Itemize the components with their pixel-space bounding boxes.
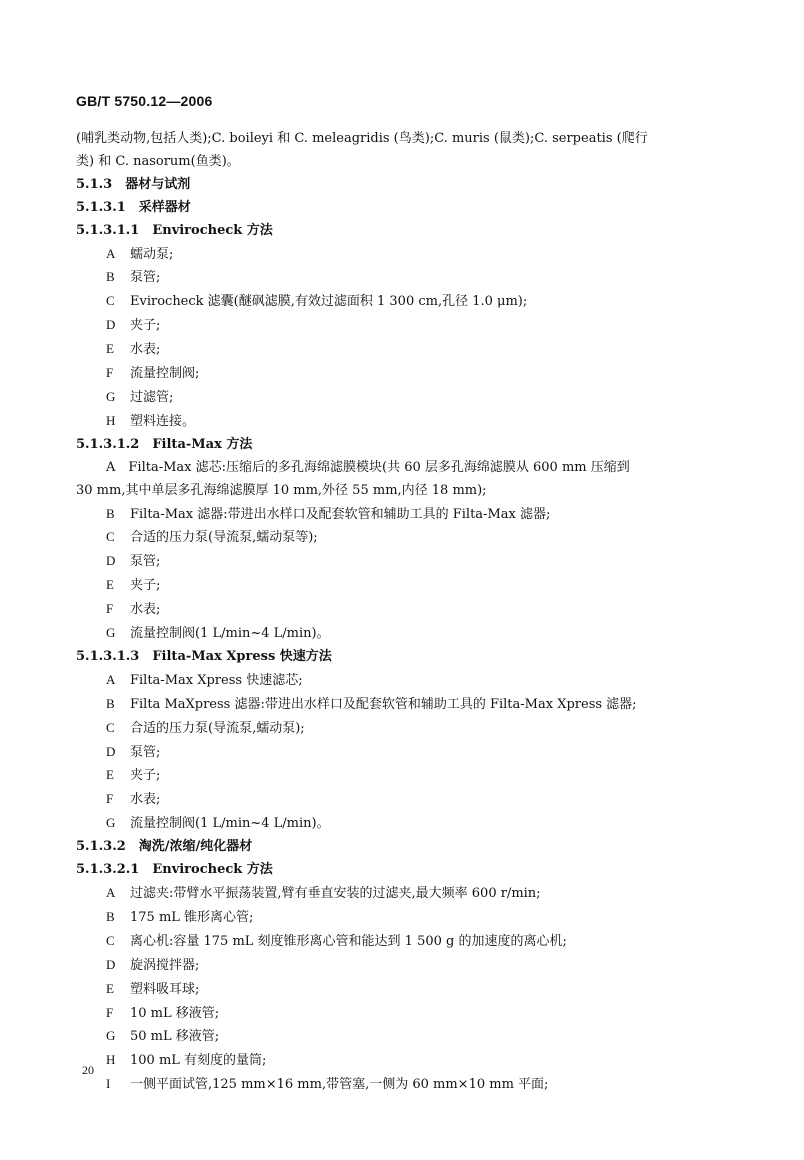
section-heading: 5.1.3.1.2 Filta-Max 方法 [76,436,253,452]
item-letter: C [106,529,115,545]
item-text: 流量控制阀; [130,366,200,382]
list-item [76,1049,726,1073]
list-item [76,669,726,693]
list-item [76,906,726,930]
list-item [76,764,726,788]
section-heading: 5.1.3.1.3 Filta-Max Xpress 快速方法 [76,648,332,664]
section-heading: 5.1.3.1 采样器材 [76,199,191,215]
item-text: 塑料吸耳球; [130,981,200,997]
section-heading: 5.1.3.2.1 Envirocheck 方法 [76,862,273,878]
list-item [76,693,726,717]
item-text: Evirocheck 滤囊(醚砜滤膜,有效过滤面积 1 300 cm,孔径 1.0 μm); [130,294,528,310]
section-heading: 5.1.3 器材与试剂 [76,176,191,192]
item-letter: E [106,980,114,996]
list-item [76,386,726,410]
item-letter: F [106,601,114,617]
item-text: 蠕动泵; [130,246,174,262]
list-item-continuation: 30 mm,其中单层多孔海绵滤膜厚 10 mm,外径 55 mm,内径 18 mm); [76,482,487,498]
item-letter: G [106,625,116,641]
item-text: 水表; [130,602,161,618]
item-text: 夹子; [130,318,161,334]
item-letter: B [106,695,115,711]
item-text: 离心机:容量 175 mL 刻度锥形离心管和能达到 1 500 g 的加速度的离心机; [130,933,567,949]
intro-line-2: 类) 和 C. nasorum(鱼类)。 [76,153,240,169]
list-item [76,574,726,598]
item-text: 175 mL 锥形离心管; [130,909,254,925]
item-text: 水表; [130,342,161,358]
item-text: 旋涡搅拌器; [130,957,200,973]
page-number: 20 [82,1063,94,1077]
item-letter: H [106,1052,116,1068]
item-letter: E [106,577,114,593]
list-item [76,1025,726,1049]
list-item [76,598,726,622]
item-text: 泵管; [130,270,161,286]
list-item [76,622,726,646]
list-item [76,338,726,362]
item-text: 夹子; [130,768,161,784]
item-letter: A [106,885,116,900]
item-text: 水表; [130,792,161,808]
list-item [76,550,726,574]
item-list [76,243,726,434]
item-letter: D [106,317,116,333]
list-item [76,717,726,741]
section-heading: 5.1.3.2 淘洗/浓缩/纯化器材 [76,839,253,855]
item-letter: G [106,388,116,404]
item-text: Filta MaXpress 滤器:带进出水样口及配套软管和辅助工具的 Filta-Max Xpress 滤器; [130,696,637,712]
item-list [76,882,726,1097]
item-text: 流量控制阀(1 L/min~4 L/min)。 [130,816,330,832]
item-letter: I [106,1076,111,1092]
item-letter: D [106,553,116,569]
item-letter: G [106,1028,116,1044]
list-item [76,741,726,765]
item-letter: E [106,341,114,357]
item-letter: C [106,932,115,948]
item-letter: C [106,293,115,309]
list-item [76,812,726,836]
item-text: 合适的压力泵(导流泵,蠕动泵等); [130,530,318,546]
list-item [76,978,726,1002]
list-item [76,882,726,906]
item-text: 100 mL 有刻度的量筒; [130,1053,267,1069]
list-item: A Filta-Max 滤芯:压缩后的多孔海绵滤膜模块(共 60 层多孔海绵滤膜从 600 mm 压缩到 [106,459,630,475]
item-letter: H [106,412,116,428]
item-letter: D [106,956,116,972]
item-text: 合适的压力泵(导流泵,蠕动泵); [130,720,305,736]
item-letter: B [106,505,115,521]
item-text: Filta-Max 滤器:带进出水样口及配套软管和辅助工具的 Filta-Max 滤器; [130,506,551,522]
document-body [76,128,726,1097]
item-text: 过滤管; [130,389,174,405]
item-letter: C [106,719,115,735]
item-letter: B [106,269,115,285]
item-letter: E [106,767,114,783]
item-text: 泵管; [130,744,161,760]
item-text: 50 mL 移液管; [130,1029,220,1045]
intro-line-1: (哺乳类动物,包括人类);C. boileyi 和 C. meleagridis (鸟类);C. muris (鼠类);C. serpeatis (爬行 [76,131,648,146]
item-text: 10 mL 移液管; [130,1005,220,1021]
list-item [76,410,726,434]
list-item [76,788,726,812]
item-letter: G [106,815,116,831]
list-item [76,266,726,290]
item-list [76,669,726,836]
standard-number: GB/T 5750.12—2006 [76,93,213,109]
list-item [76,1002,726,1026]
item-letter: B [106,908,115,924]
section-heading: 5.1.3.1.1 Envirocheck 方法 [76,222,273,238]
item-text: 一侧平面试管,125 mm×16 mm,带管塞,一侧为 60 mm×10 mm 平面; [130,1077,549,1093]
list-item [76,930,726,954]
list-item [76,1073,726,1097]
item-text: Filta-Max Xpress 快速滤芯; [130,672,303,688]
item-text: 流量控制阀(1 L/min~4 L/min)。 [130,626,330,642]
item-letter: A [106,245,116,261]
list-item [76,362,726,386]
list-item [76,526,726,550]
item-text: 夹子; [130,578,161,594]
item-list [76,503,726,646]
item-text: 过滤夹:带臂水平振荡装置,臂有垂直安装的过滤夹,最大频率 600 r/min; [130,886,541,901]
list-item [76,243,726,267]
item-text: 泵管; [130,554,161,570]
item-letter: F [106,791,114,807]
list-item [76,503,726,527]
item-letter: A [106,671,116,687]
item-letter: F [106,1004,114,1020]
list-item [76,954,726,978]
list-item [76,314,726,338]
list-item [76,290,726,314]
item-letter: D [106,743,116,759]
item-letter: F [106,365,114,381]
item-text: 塑料连接。 [130,413,196,429]
